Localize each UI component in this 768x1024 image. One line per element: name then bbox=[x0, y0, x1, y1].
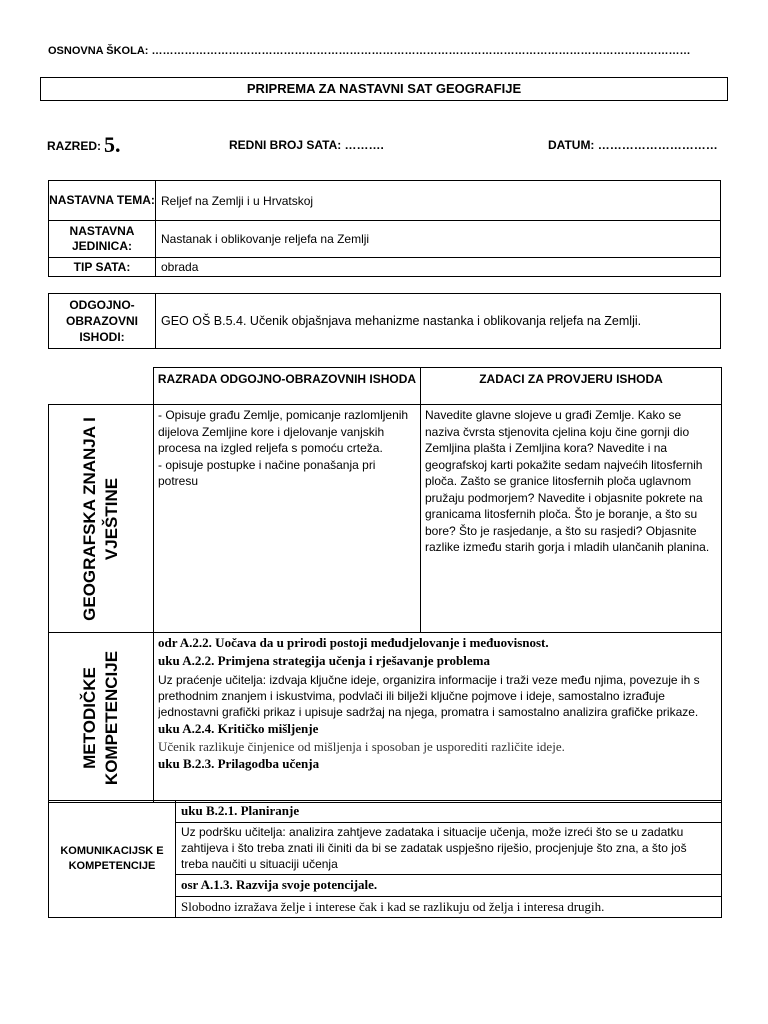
grade-value: 5. bbox=[104, 132, 121, 157]
met-item-title: uku A.2.2. Primjena strategija učenja i rješavanje problema bbox=[158, 653, 490, 668]
elaboration-header: RAZRADA ODGOJNO-OBRAZOVNIH ISHODA bbox=[154, 368, 421, 405]
topic-label: NASTAVNA TEMA: bbox=[49, 181, 156, 221]
geo-elaboration-item: - Opisuje građu Zemlje, pomicanje razlomljenih dijelova Zemljine kore i djelovanje vanjskih procesa na izgled reljefa s pomoću crteža. bbox=[158, 408, 409, 455]
date-field: DATUM: ………………………… bbox=[548, 138, 718, 152]
kom-item-text: Uz podršku učitelja: analizira zahtjeve zadataka i situacije učenja, može izreći što se u zadatku zahtijeva i što treba znati ili činiti da bi se zadatak uspješno riješio, procjenjuje što zna, a što još treba naučiti u situaciji učenja bbox=[176, 823, 722, 875]
page-title: PRIPREMA ZA NASTAVNI SAT GEOGRAFIJE bbox=[40, 77, 728, 101]
communication-label: KOMUNIKACIJSK E KOMPETENCIJE bbox=[49, 801, 176, 918]
lesson-type-value: obrada bbox=[156, 258, 721, 277]
topic-value: Reljef na Zemlji i u Hrvatskoj bbox=[156, 181, 721, 221]
geo-elaboration bbox=[154, 405, 421, 633]
tasks-header: ZADACI ZA PROVJERU ISHODA bbox=[421, 368, 722, 405]
method-label: METODIČKE KOMPETENCIJE bbox=[80, 650, 121, 785]
lesson-info-table bbox=[48, 180, 721, 277]
met-item-text: Uz praćenje učitelja: izdvaja ključne ideje, organizira informacije i traži veze među njima, povezuje ih s prethodnim znanjem i iskustvima, podvlači ili bilježi ključne pojmove i ideje, samostalno izrađuje jednostavni grafički prikaz i upisuje sadržaj na njega, promatra i samostalno analizira grafičke prikaze. bbox=[158, 673, 700, 719]
met-item-text: Učenik razlikuje činjenice od mišljenja i sposoban je usporediti različite ideje. bbox=[158, 739, 565, 754]
lesson-number-field: REDNI BROJ SATA: ………. bbox=[229, 138, 384, 152]
met-item-title: odr A.2.2. Uočava da u prirodi postoji međudjelovanje i međuovisnost. bbox=[158, 635, 549, 650]
unit-label: NASTAVNA JEDINICA: bbox=[49, 221, 156, 258]
geo-tasks: Navedite glavne slojeve u građi Zemlje. Kako se naziva čvrsta stjenovita cjelina koju čine gornji dio Zemljina plašta i Zemljina kora? Navedite i na geografskoj karti pokažite sedam najvećih litosfernih ploča. Zašto se granice litosfernih ploča uglavnom pružaju podmorjem? Navedite i objasnite pokrete na granicama litosfernih ploča. Što je boranje, a što su bore? Što je rasjedanje, a što su rasjedi? Objasnite razlike između starih gorja i mladih ulančanih planina. bbox=[421, 405, 722, 633]
lesson-type-label: TIP SATA: bbox=[49, 258, 156, 277]
communication-table bbox=[48, 800, 722, 918]
grade-field bbox=[47, 132, 121, 158]
geo-skills-label-cell bbox=[49, 405, 154, 633]
met-item-title: uku B.2.3. Prilagodba učenja bbox=[158, 756, 320, 771]
outcomes-table bbox=[48, 293, 721, 349]
method-competencies bbox=[154, 633, 722, 803]
outcomes-label: ODGOJNO-OBRAZOVNI ISHODI: bbox=[49, 294, 156, 349]
met-item-title: uku A.2.4. Kritičko mišljenje bbox=[158, 721, 319, 736]
outcomes-value: GEO OŠ B.5.4. Učenik objašnjava mehanizme nastanka i oblikovanja reljefa na Zemlji. bbox=[156, 294, 721, 349]
kom-item-title: uku B.2.1. Planiranje bbox=[176, 801, 722, 823]
geo-elaboration-item: - opisuje postupke i načine ponašanja pri potresu bbox=[158, 457, 376, 488]
unit-value: Nastanak i oblikovanje reljefa na Zemlji bbox=[156, 221, 721, 258]
kom-item-text: Slobodno izražava želje i interese čak i kad se razlikuju od želja i interesa drugih. bbox=[176, 897, 722, 918]
method-label-cell bbox=[49, 633, 154, 803]
competencies-table bbox=[48, 367, 722, 803]
kom-item-title: osr A.1.3. Razvija svoje potencijale. bbox=[176, 875, 722, 897]
geo-skills-label: GEOGRAFSKA ZNANJA I VJEŠTINE bbox=[80, 416, 121, 621]
grade-label: RAZRED: bbox=[47, 139, 101, 153]
school-name-line: OSNOVNA ŠKOLA: ………………………………………………………………………………………………………………………………… bbox=[48, 45, 691, 57]
